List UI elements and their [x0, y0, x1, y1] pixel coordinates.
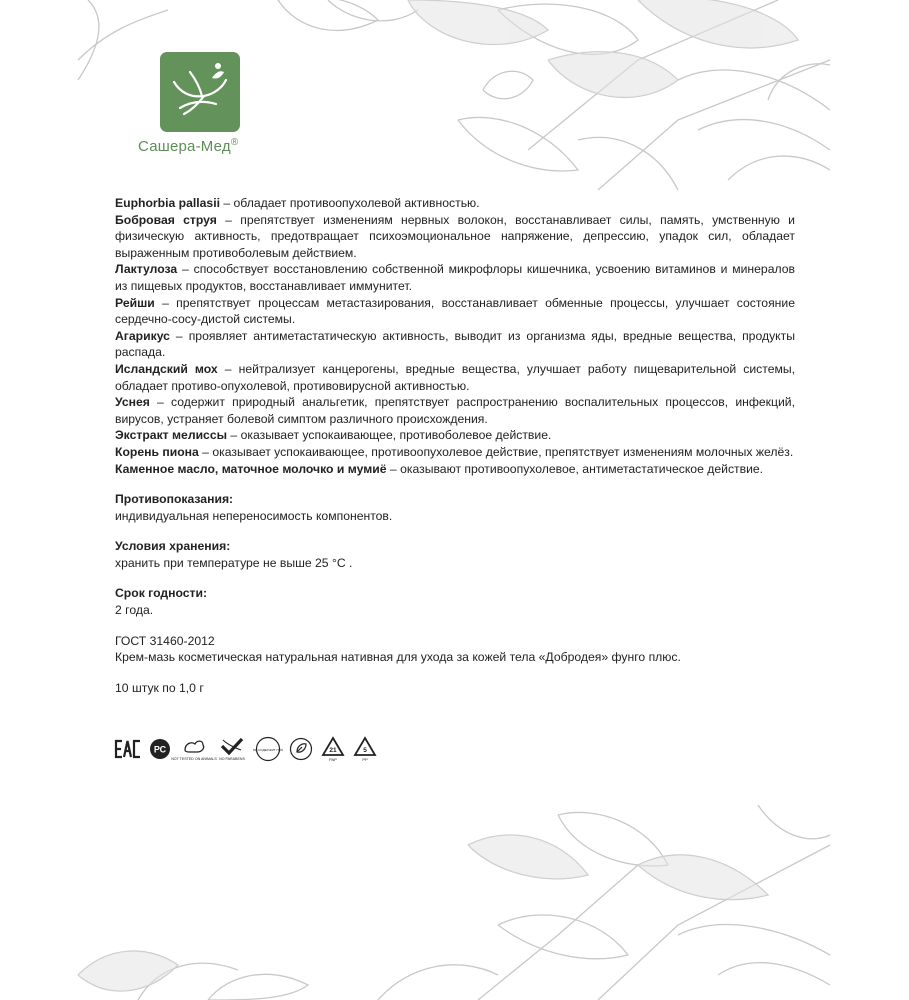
shelf-life-section: [115, 585, 795, 618]
rst-icon: [149, 738, 171, 760]
ingredient-description: проявляет антиметастатическую активность, выводит из организма яды, вредные вещества, продукты распада.: [115, 328, 795, 360]
package-info: 10 штук по 1,0 г: [115, 680, 204, 695]
ingredients-list: [115, 195, 795, 477]
brand-logo: [160, 52, 240, 132]
ingredient-separator: –: [149, 395, 171, 410]
ingredient-description: содержит природный анальгетик, препятствует распространению воспалительных процессов, инфекций, вирусов, устраняет болевой симптом различного происхождения.: [115, 395, 795, 426]
ingredient-separator: –: [217, 361, 239, 376]
svg-text:НЕ СОДЕРЖИТ ГМО: НЕ СОДЕРЖИТ ГМО: [252, 748, 284, 752]
ingredient-item: [115, 427, 795, 444]
ingredient-name: Рейши: [115, 295, 155, 310]
not-tested-on-animals-icon: [171, 736, 217, 762]
ingredient-separator: –: [169, 328, 189, 343]
ingredient-name: Агарикус: [115, 328, 170, 343]
ingredient-description: препятствует изменениям нервных волокон, восстанавливает силы, память, умственную и физическую активность, предотвращает психоэмоциональное напряжение, депрессию, упадок сил, обладает выраженным противоболевым действием.: [115, 212, 795, 260]
no-parabens-icon: [217, 736, 247, 762]
ingredient-name: Уснея: [115, 395, 150, 410]
floral-decoration-bottom: [78, 805, 830, 1000]
no-gmo-icon: [252, 736, 284, 762]
svg-text:NOT TESTED ON ANIMALS: NOT TESTED ON ANIMALS: [171, 757, 217, 761]
ingredient-separator: –: [198, 444, 213, 459]
svg-text:РС: РС: [153, 744, 167, 755]
ingredient-separator: –: [386, 461, 401, 476]
ingredient-item: [115, 212, 795, 262]
svg-text:21: 21: [329, 747, 337, 754]
ingredient-description: обладает противоопухолевой активностью.: [233, 196, 480, 210]
storage-title: Условия хранения:: [115, 539, 231, 554]
contraindications-text: индивидуальная непереносимость компонентов.: [115, 508, 393, 523]
gost-number: ГОСТ 31460-2012: [115, 633, 215, 648]
ingredient-description: препятствует процессам метастазирования, восстанавливает обменные процессы, улучшает состояние сердечно-сосу-дистой системы.: [115, 295, 795, 327]
product-name: Крем-мазь косметическая натуральная нативная для ухода за кожей тела «Добродея» фунго плюс.: [115, 650, 681, 665]
recycle-5-icon: [353, 736, 377, 762]
ingredient-item: [115, 361, 795, 394]
ingredient-description: нейтрализует канцерогены, вредные вещества, улучшает работу пищеварительной системы, обладает противо-опухолевой, противовирусной активностью.: [115, 361, 795, 393]
recycle-21-icon: [321, 736, 345, 762]
shelf-life-title: Срок годности:: [115, 586, 208, 601]
svg-text:PAP: PAP: [329, 757, 337, 762]
certification-icons: [115, 735, 377, 763]
standard-section: [115, 633, 795, 666]
eac-icon: [115, 739, 141, 759]
ingredient-separator: –: [219, 196, 234, 210]
ingredient-item: [115, 328, 795, 361]
ingredient-name: Исландский мох: [115, 361, 218, 376]
ingredient-separator: –: [177, 262, 194, 277]
ingredient-separator: –: [227, 428, 241, 443]
ingredient-name: Каменное масло, маточное молочко и мумиё: [115, 461, 387, 476]
shelf-life-text: 2 года.: [115, 603, 154, 618]
ingredient-item: [115, 461, 795, 478]
svg-text:5: 5: [363, 747, 367, 754]
svg-text:NO PARABENS: NO PARABENS: [219, 757, 245, 761]
ingredient-separator: –: [154, 295, 177, 310]
ingredient-name: Корень пиона: [115, 444, 199, 459]
ingredient-name: Бобровая струя: [115, 212, 217, 227]
contraindications-section: [115, 491, 795, 524]
bird-leaf-icon: [160, 52, 240, 132]
brand-name: Сашера-Мед®: [138, 137, 239, 155]
ingredient-description: оказывает успокаивающее, противоопухолевое действие, препятствует изменениям молочных желёз.: [212, 444, 794, 459]
ingredient-description: способствует восстановлению собственной микрофлоры кишечника, усвоению витаминов и минералов из пищевых продуктов, восстанавливает иммунитет.: [115, 262, 795, 293]
ingredient-name: Лактулоза: [115, 262, 178, 277]
ingredient-item: [115, 295, 795, 328]
ingredient-item: [115, 444, 795, 461]
contraindications-title: Противопоказания:: [115, 492, 234, 507]
storage-section: [115, 538, 795, 571]
ingredient-separator: –: [216, 212, 241, 227]
ingredient-description: оказывает успокаивающее, противоболевое действие.: [240, 428, 552, 443]
storage-text: хранить при температуре не выше 25 °С .: [115, 555, 353, 570]
product-description: [115, 195, 795, 696]
ingredient-name: Экстракт мелиссы: [115, 428, 228, 443]
ingredient-item: [115, 394, 795, 427]
ingredient-item: [115, 195, 795, 212]
document-page: [78, 0, 830, 1000]
ingredient-description: оказывают противоопухолевое, антиметастатическое действие.: [400, 461, 764, 476]
ingredient-name: Euphorbia pallasii: [115, 196, 220, 210]
ingredient-item: [115, 261, 795, 294]
svg-text:PP: PP: [362, 757, 368, 762]
biodegradable-icon: [289, 737, 313, 761]
